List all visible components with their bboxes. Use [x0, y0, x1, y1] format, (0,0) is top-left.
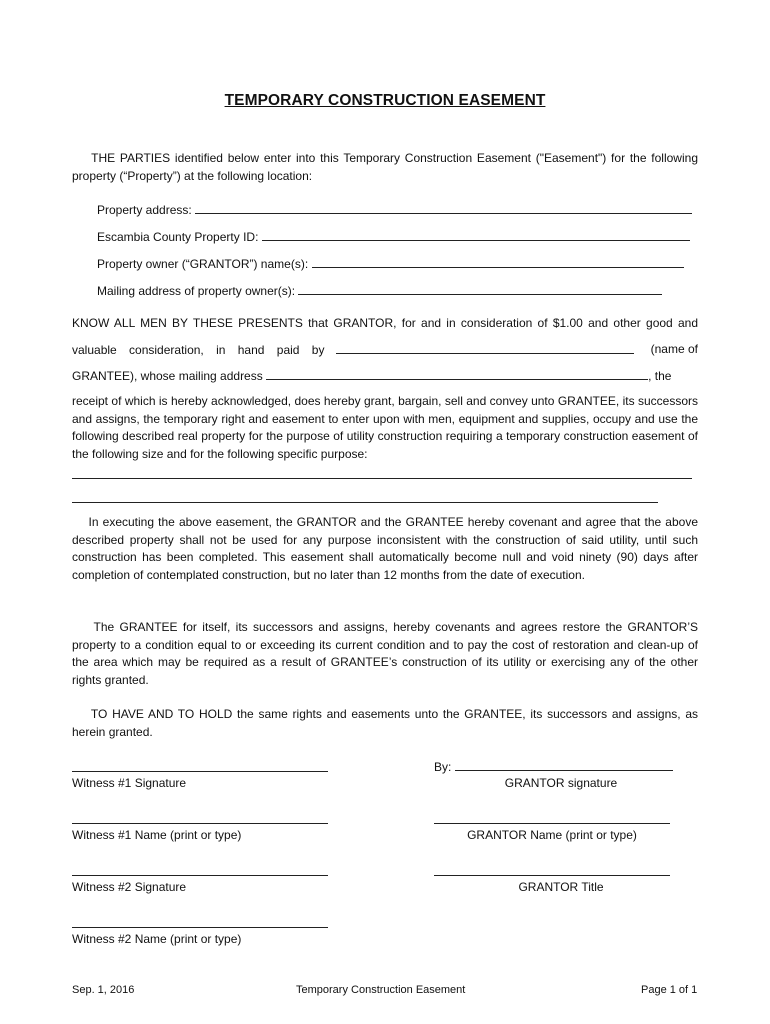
- witness2-signature-line[interactable]: [72, 875, 328, 876]
- intro-text: THE PARTIES identified below enter into this Temporary Construction Easement ("Easement") for the following property (“Property”) at the following location:: [72, 151, 698, 183]
- mailing-address-field[interactable]: [97, 283, 662, 298]
- grantee-covenant-paragraph: The GRANTEE for itself, its successors and assigns, hereby covenants and agrees restore the GRANTOR’S property to a condition equal to or exceeding its current condition and to pay the cost of restoration and clean-up of the area which may be required as a result of GRANTEE’s construction of its utility or exercising any of the other rights granted.: [72, 620, 698, 687]
- property-owner-blank[interactable]: [312, 256, 684, 268]
- property-address-field[interactable]: [97, 202, 692, 217]
- witness1-name-label: Witness #1 Name (print or type): [72, 828, 242, 842]
- witness1-signature-label: Witness #1 Signature: [72, 776, 187, 790]
- property-id-label: Escambia County Property ID:: [97, 230, 259, 244]
- property-id-field[interactable]: [97, 229, 690, 244]
- grant-continuation: receipt of which is hereby acknowledged, does hereby grant, bargain, sell and convey unto GRANTEE, its successors and assigns, the temporary right and easement to enter upon with men, equipment and supplies, occupy and use the following described real property for the purpose of utility construction requiring a temporary construction easement of the following size and for the following specific purpose:: [72, 394, 698, 461]
- grantor-signature-field[interactable]: [434, 759, 673, 774]
- mailing-address-blank[interactable]: [298, 283, 662, 295]
- witness2-name-line[interactable]: [72, 927, 328, 928]
- property-address-label: Property address:: [97, 203, 192, 217]
- grant-line-1: KNOW ALL MEN BY THESE PRESENTS that GRANTOR, for and in consideration of $1.00 and other good and: [72, 316, 698, 330]
- grantor-signature-line[interactable]: [455, 759, 673, 771]
- by-label: By:: [434, 760, 452, 774]
- property-address-blank[interactable]: [195, 202, 692, 214]
- property-owner-field[interactable]: [97, 256, 684, 271]
- grant-line-3: GRANTEE), whose mailing address , the: [72, 369, 672, 383]
- property-owner-label: Property owner (“GRANTOR”) name(s):: [97, 257, 309, 271]
- grantor-signature-label: GRANTOR signature: [504, 776, 618, 790]
- witness1-signature-line[interactable]: [72, 771, 328, 772]
- grant-line-2: valuable consideration, in hand paid by (name of: [72, 342, 698, 357]
- property-id-blank[interactable]: [262, 229, 690, 241]
- grantee-name-blank[interactable]: [336, 342, 634, 354]
- purpose-blank-2[interactable]: [72, 502, 658, 503]
- grantee-address-blank[interactable]: [266, 368, 648, 380]
- executing-paragraph: In executing the above easement, the GRANTOR and the GRANTEE hereby covenant and agree that the above described property shall not be used for any purpose inconsistent with the construction of said utility, until such construction has been completed. This easement shall automatically become null and void ninety (90) days after completion of contemplated construction, but no later than 12 months from the date of execution.: [72, 515, 698, 582]
- witness2-name-label: Witness #2 Name (print or type): [72, 932, 242, 946]
- witness2-signature-label: Witness #2 Signature: [72, 880, 187, 894]
- intro-paragraph: [72, 150, 698, 185]
- habendum-paragraph: TO HAVE AND TO HOLD the same rights and easements unto the GRANTEE, its successors and assigns, as herein granted.: [72, 707, 698, 739]
- witness1-name-line[interactable]: [72, 823, 328, 824]
- footer-date: Sep. 1, 2016: [72, 984, 135, 996]
- footer-page: Page 1 of 1: [641, 984, 698, 996]
- grantor-name-line[interactable]: [434, 823, 670, 824]
- footer-title: Temporary Construction Easement: [296, 984, 466, 996]
- grantor-name-label: GRANTOR Name (print or type): [467, 828, 637, 842]
- document-title: TEMPORARY CONSTRUCTION EASEMENT: [224, 92, 546, 109]
- purpose-blank-1[interactable]: [72, 478, 692, 479]
- grantor-title-label: GRANTOR Title: [518, 880, 604, 894]
- mailing-address-label: Mailing address of property owner(s):: [97, 284, 296, 298]
- grantor-title-line[interactable]: [434, 875, 670, 876]
